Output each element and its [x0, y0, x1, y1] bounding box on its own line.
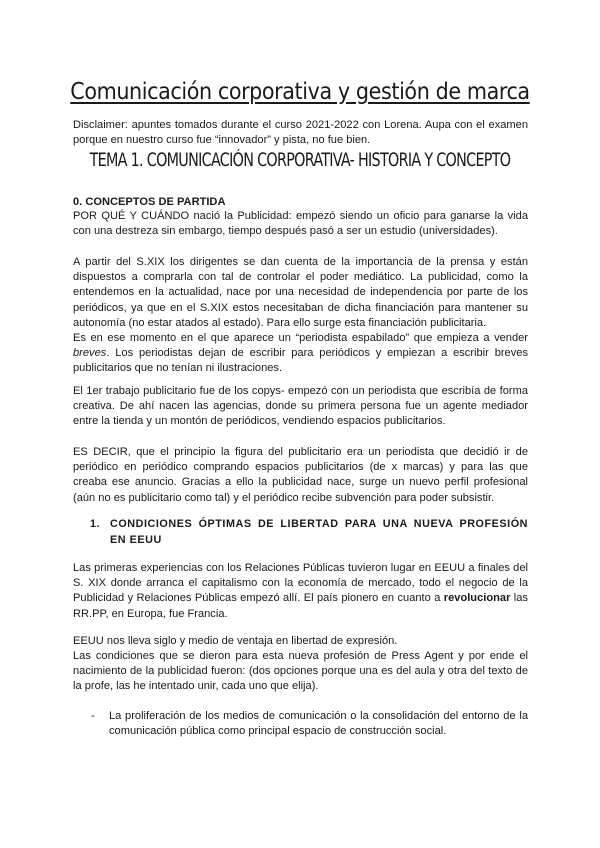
paragraph-3-emphasis: breves — [73, 347, 107, 360]
section-1-paragraph-2: EEUU nos lleva siglo y medio de ventaja en libertad de expresión. — [73, 635, 398, 647]
tema-title: TEMA 1. COMUNICACIÓN CORPORATIVA- HISTORIA Y CONCEPTO — [89, 150, 511, 171]
section-0-paragraph-1: POR QUÉ Y CUÁNDO nació la Publicidad: empezó siendo un oficio para ganarse la vida con una destreza sin embargo, tiempo después pasó a ser un estudio (universidades). — [73, 210, 528, 238]
disclaimer-paragraph: Disclaimer: apuntes tomados durante el curso 2021-2022 con Lorena. Aupa con el examen porque en nuestro curso fue “innovador” y pista, no fue bien. — [73, 119, 528, 146]
section-1-heading-text: CONDICIONES ÓPTIMAS DE LIBERTAD PARA UNA NUEVA PROFESIÓN EN EEUU — [110, 518, 528, 546]
paragraph-3-start: Es en ese momento en el que aparece un “periodista espabilado” que empieza a vender — [73, 332, 528, 344]
bullet-item-text: La proliferación de los medios de comunicación o la consolidación del entorno de la comunicación pública como principal espacio de construcción social. — [109, 710, 528, 738]
bullet-item — [92, 709, 528, 739]
section-1-paragraph-1-start: Las primeras experiencias con los Relaciones Públicas tuvieron lugar en EEUU a finales del S. XIX donde arranca el capitalismo con la economía de mercado, todo el negocio de la Publicidad y Relaciones Públicas empezó allí. El país pionero en cuanto a — [73, 562, 528, 605]
section-1-number: 1. — [90, 518, 101, 530]
section-1-paragraph-1-end: las RR.PP, en Europa, fue Francia. — [73, 592, 528, 620]
document-title: Comunicación corporativa y gestión de marca — [70, 79, 530, 105]
section-0-paragraph-4: El 1er trabajo publicitario fue de los copys- empezó con un periodista que escribía de forma creativa. De ahí nacen las agencias, donde su primera persona fue un agente mediador entre la tienda y un montón de periódicos, vendiendo espacios publicitarios. — [73, 385, 528, 428]
section-1-paragraph-1-bold: revolucionar — [443, 592, 511, 605]
paragraph-3-end: . Los periodistas dejan de escribir para periódicos y empiezan a escribir breves publicitarios que no tenían ni ilustraciones. — [73, 347, 528, 375]
section-0-paragraph-5: ES DECIR, que el principio la figura del publicitario era un periodista que decidió ir de periódico en periódico comprando espacios publicitarios (de x marcas) y para las que creaba ese anuncio. Gracias a ello la publicidad nace, surge un nuevo perfil profesional (aún no es publicitario como tal) y el periódico recibe subvención para poder subsistir. — [73, 446, 528, 504]
section-0-paragraph-3 — [73, 331, 528, 377]
section-0-paragraph-2: A partir del S.XIX los dirigentes se dan cuenta de la importancia de la prensa y están dispuestos a comprarla con tal de controlar el poder mediático. La publicidad, como la entendemos en la actualidad, nace por una necesidad de independencia por parte de los periódicos, ya que en el S.XIX estos necesitaban de dicha financiación para mantener su autonomía (no estar atados al estado). Para ello surge esta financiación publicitaria. — [73, 256, 528, 329]
section-1-paragraph-1 — [73, 561, 528, 622]
bullet-dash: - — [91, 710, 95, 722]
section-0-heading: 0. CONCEPTOS DE PARTIDA — [73, 196, 226, 208]
section-1-heading — [73, 516, 528, 548]
section-1-paragraph-3: Las condiciones que se dieron para esta nueva profesión de Press Agent y por ende el nacimiento de la publicidad fueron: (dos opciones porque una es del aula y otra del texto de la profe, las he intentado unir, cada uno que elija). — [73, 650, 528, 693]
